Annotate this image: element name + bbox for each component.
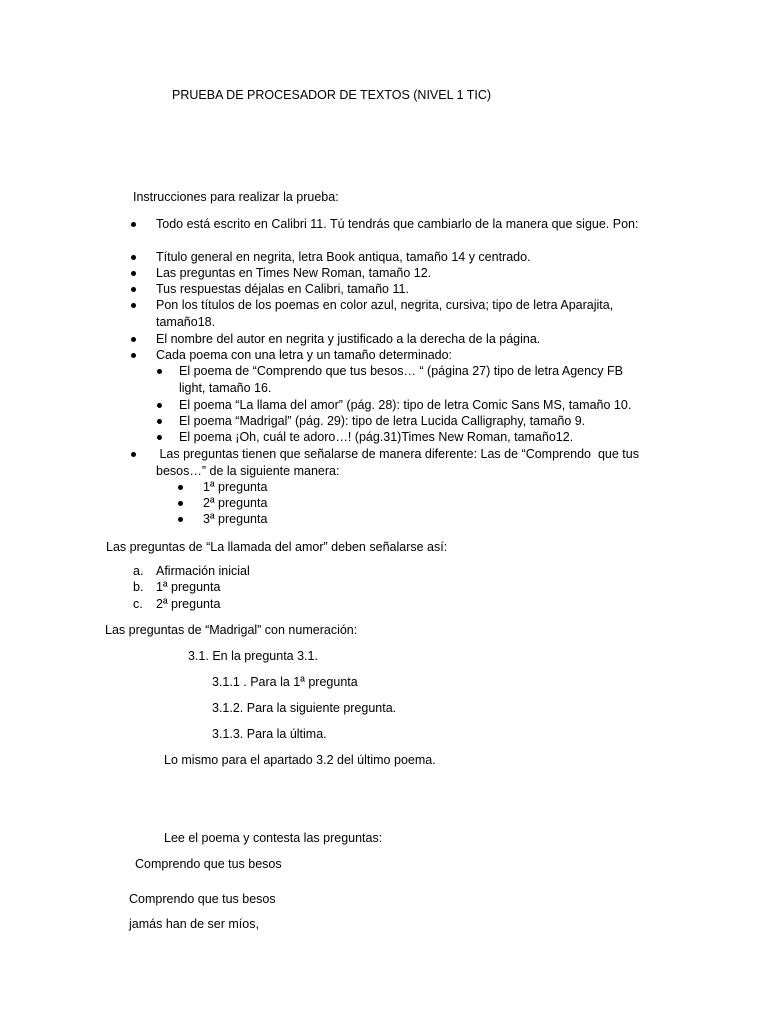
instruction-bullet: Tus respuestas déjalas en Calibri, tamaño 11. [156,282,409,296]
bullet-dot [131,287,136,292]
instruction-bullet: El nombre del autor en negrita y justificado a la derecha de la página. [156,332,541,346]
poem-font-bullet: El poema “La llama del amor” (pág. 28): tipo de letra Comic Sans MS, tamaño 10. [179,398,632,412]
list-marker: b. [133,580,144,594]
bullet-dot [131,452,136,457]
bullet-dot [131,303,136,308]
poem-font-bullet: El poema “Madrigal” (pág. 29): tipo de letra Lucida Calligraphy, tamaño 9. [179,414,586,428]
madrigal-heading: Las preguntas de “Madrigal” con numeración: [105,623,358,637]
list-marker: c. [133,597,143,611]
questions-bullet-continuation: besos…” de la siguiente manera: [156,464,340,478]
bullet-dot [131,337,136,342]
instruction-bullet: Pon los títulos de los poemas en color azul, negrita, cursiva; tipo de letra Aparajita, [156,298,614,312]
question-item: 2ª pregunta [203,496,268,510]
read-prompt: Lee el poema y contesta las preguntas: [164,831,383,845]
bullet-dot [157,403,162,408]
bullet-dot [157,419,162,424]
questions-bullet: Las preguntas tienen que señalarse de manera diferente: Las de “Comprendo que tus [156,447,639,461]
llamada-heading: Las preguntas de “La llamada del amor” deben señalarse así: [106,540,448,554]
bullet-dot [131,353,136,358]
instruction-bullet: Todo está escrito en Calibri 11. Tú tendrás que cambiarlo de la manera que sigue. Pon: [156,217,639,231]
lettered-item: Afirmación inicial [156,564,250,578]
bullet-dot [178,485,183,490]
bullet-dot [178,501,183,506]
numbered-item-level1: 3.1. En la pregunta 3.1. [188,649,318,663]
poem-title: Comprendo que tus besos [135,857,282,871]
poem-font-bullet: El poema de “Comprendo que tus besos… “ (página 27) tipo de letra Agency FB [179,364,624,378]
instruction-bullet: Cada poema con una letra y un tamaño determinado: [156,348,453,362]
lettered-item: 2ª pregunta [156,597,221,611]
numbered-item-level2: 3.1.1 . Para la 1ª pregunta [212,675,358,689]
instructions-heading: Instrucciones para realizar la prueba: [133,190,339,204]
poem-font-bullet-continuation: light, tamaño 16. [179,381,272,395]
numbered-item-level2: 3.1.3. Para la última. [212,727,327,741]
bullet-dot [178,517,183,522]
poem-line: Comprendo que tus besos [129,892,276,906]
instruction-bullet: Título general en negrita, letra Book antiqua, tamaño 14 y centrado. [156,250,531,264]
bullet-dot [131,255,136,260]
question-item: 3ª pregunta [203,512,268,526]
instruction-bullet-continuation: tamaño18. [156,315,216,329]
poem-line: jamás han de ser míos, [129,917,259,931]
bullet-dot [157,369,162,374]
list-marker: a. [133,564,144,578]
numbered-item-level2: 3.1.2. Para la siguiente pregunta. [212,701,397,715]
instruction-bullet: Las preguntas en Times New Roman, tamaño 12. [156,266,432,280]
bullet-dot [157,435,162,440]
question-item: 1ª pregunta [203,480,268,494]
document-title: PRUEBA DE PROCESADOR DE TEXTOS (NIVEL 1 TIC) [172,88,492,102]
poem-font-bullet: El poema ¡Oh, cuál te adoro…! (pág.31)Times New Roman, tamaño12. [179,430,574,444]
bullet-dot [131,222,136,227]
lettered-item: 1ª pregunta [156,580,221,594]
same-note: Lo mismo para el apartado 3.2 del último poema. [164,753,436,767]
bullet-dot [131,271,136,276]
